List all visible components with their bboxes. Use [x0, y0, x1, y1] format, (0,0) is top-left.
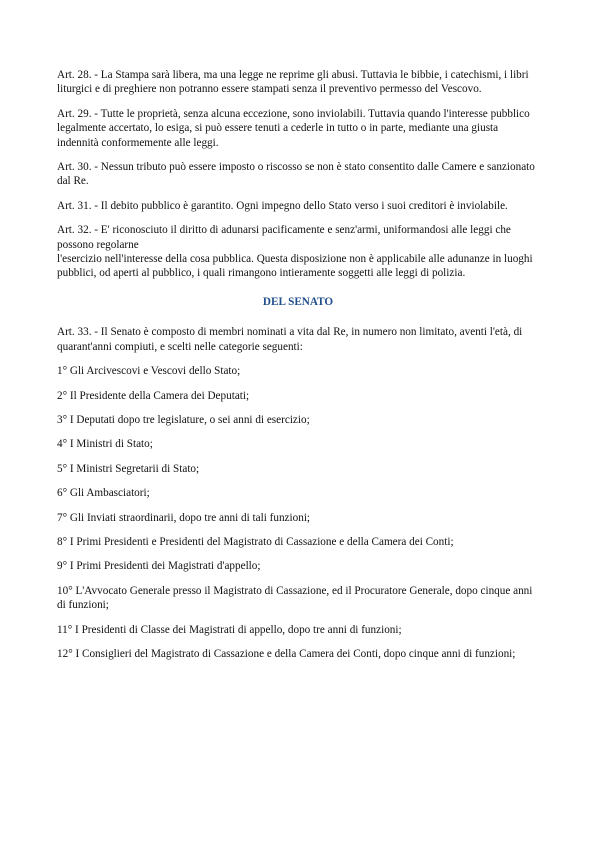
list-item: 4° I Ministri di Stato; [57, 438, 153, 451]
list-item: 1° Gli Arcivescovi e Vescovi dello Stato; [57, 365, 241, 378]
article-29: Art. 29. - Tutte le proprietà, senza alcuna eccezione, sono inviolabili. Tuttavia quando l'interesse pubblico legalmente accertato, lo esiga, si può essere tenuti a cederle in tutto o in parte, mediante una giusta indennità conformemente alle leggi. [57, 107, 530, 149]
article-32-line-1: Art. 32. - E' riconosciuto il diritto di adunarsi pacificamente e senz'armi, uniformandosi alle leggi che possono regolarne [57, 224, 511, 251]
list-item: 10° L'Avvocato Generale presso il Magistrato di Cassazione, ed il Procuratore Generale, dopo cinque anni di funzioni; [57, 584, 533, 612]
list-item: 5° I Ministri Segretarii di Stato; [57, 462, 200, 475]
list-item: 7° Gli Inviati straordinarii, dopo tre anni di tali funzioni; [57, 511, 311, 524]
list-item: 6° Gli Ambasciatori; [57, 487, 150, 500]
document-page [57, 68, 539, 671]
article-30: Art. 30. - Nessun tributo può essere imposto o riscosso se non è stato consentito dalle Camere e sanzionato dal Re. [57, 161, 535, 188]
list-item: 9° I Primi Presidenti dei Magistrati d'appello; [57, 560, 261, 573]
article-32 [57, 223, 539, 281]
list-item: 12° I Consiglieri del Magistrato di Cassazione e della Camera dei Conti, dopo cinque anni di funzioni; [57, 647, 516, 660]
list-item: 11° I Presidenti di Classe dei Magistrati di appello, dopo tre anni di funzioni; [57, 623, 402, 636]
list-item: 8° I Primi Presidenti e Presidenti del Magistrato di Cassazione e della Camera dei Conti; [57, 535, 454, 548]
article-32-line-2: l'esercizio nell'interesse della cosa pubblica. Questa disposizione non è applicabile alle adunanze in luoghi pubblici, od aperti al pubblico, i quali rimangono intieramente soggetti alle leggi di polizia. [57, 253, 533, 280]
article-28: Art. 28. - La Stampa sarà libera, ma una legge ne reprime gli abusi. Tuttavia le bibbie, i catechismi, i libri liturgici e di preghiere non potranno essere stampati senza il preventivo permesso del Vescovo. [57, 69, 529, 96]
list-item: 3° I Deputati dopo tre legislature, o sei anni di esercizio; [57, 413, 310, 426]
article-33: Art. 33. - Il Senato è composto di membri nominati a vita dal Re, in numero non limitato, aventi l'età, di quarant'anni compiuti, e scelti nelle categorie seguenti: [57, 326, 523, 353]
section-heading: DEL SENATO [262, 295, 334, 308]
article-31: Art. 31. - Il debito pubblico è garantito. Ogni impegno dello Stato verso i suoi creditori è inviolabile. [57, 199, 508, 212]
list-item: 2° Il Presidente della Camera dei Deputati; [57, 389, 250, 402]
